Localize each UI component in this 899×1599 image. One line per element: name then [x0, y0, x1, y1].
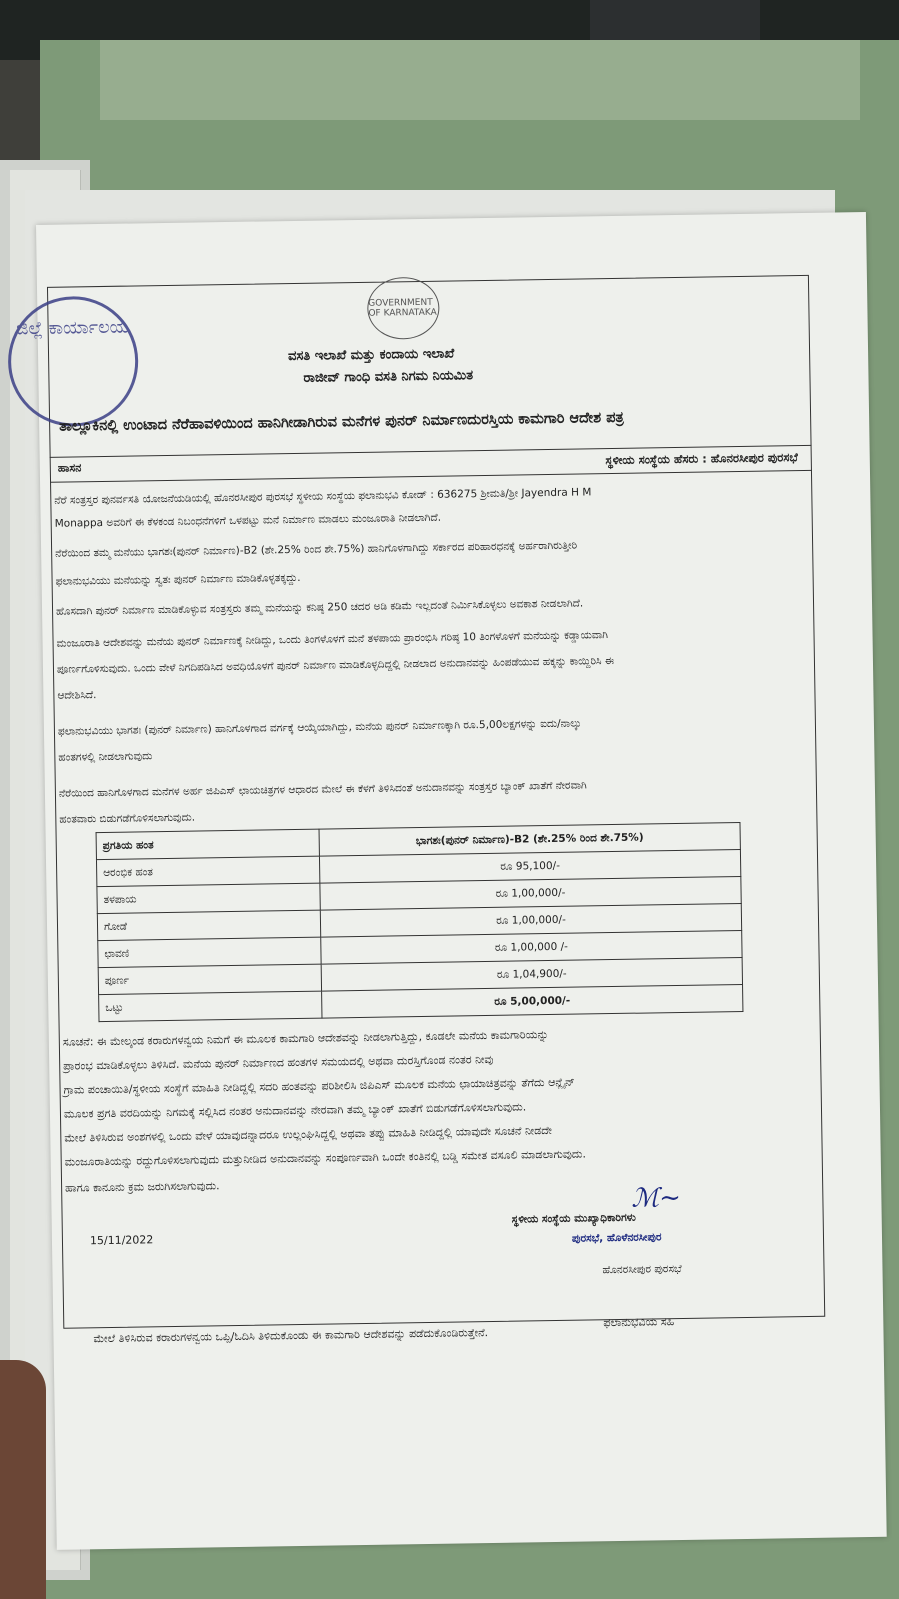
beneficiary-signature-label: ಫಲಾನುಭವಿಯ ಸಹಿ [603, 1315, 675, 1330]
handwritten-signature: ℳ~ [631, 1182, 682, 1214]
acknowledgement-text: ಮೇಲೆ ತಿಳಿಸಿರುವ ಕರಾರುಗಳನ್ವಯ ಒಪ್ಪಿ/ಓದಿಸಿ ತಿಳಿದುಕೊಂಡು ಈ ಕಾಮಗಾರಿ ಆದೇಶವನ್ನು ಪಡೆದುಕೊಂಡಿರುತ್ತೇನೆ. [93, 1326, 489, 1346]
paragraph-line: ಫಲಾನುಭವಿಯು ಭಾಗಶಃ (ಪುನರ್ ನಿರ್ಮಾಣ) ಹಾನಿಗೊಳಗಾದ ವರ್ಗಕ್ಕೆ ಆಯ್ಕೆಯಾಗಿದ್ದು, ಮನೆಯ ಪುನರ್ ನಿರ್ಮಾಣಕ್ಕಾಗಿ ರೂ.5,00ಲಕ್ಷಗಳನ್ನು ಐದು/ನಾಲ್ಕು [57, 717, 582, 738]
total-amount-cell: ರೂ 5,00,000/- [322, 984, 743, 1018]
note-line: ಪ್ರಾರಂಭ ಮಾಡಿಕೊಳ್ಳಲು ತಿಳಿಸಿದೆ. ಮನೆಯ ಪುನರ್ ನಿರ್ಮಾಣದ ಹಂತಗಳ ಸಮಯದಲ್ಲಿ ಅಥವಾ ದುರಸ್ತಿಗೊಂಡ ನಂತರ ನೀವು [63, 1052, 494, 1073]
district-name: ಹಾಸನ [57, 461, 82, 475]
table-header-cell: ಭಾಗಶಃ(ಪುನರ್ ನಿರ್ಮಾಣ)-B2 (ಶೇ.25% ರಿಂದ ಶೇ.75%) [319, 823, 740, 857]
stamp-text: ಜಿಲ್ಲೆ ಕಾರ್ಯಾಲಯ [16, 316, 130, 340]
order-date: 15/11/2022 [89, 1233, 154, 1248]
stage-cell: ತಳಪಾಯ [97, 883, 320, 913]
note-line: ಮೇಲೆ ತಿಳಿಸಿರುವ ಅಂಶಗಳಲ್ಲಿ ಒಂದು ವೇಳೆ ಯಾವುದನ್ನಾದರೂ ಉಲ್ಲಂಘಿಸಿದ್ದಲ್ಲಿ ಅಥವಾ ತಪ್ಪು ಮಾಹಿತಿ ನೀಡಿದ್ದಲ್ಲಿ ಯಾವುದೇ ಸೂಚನೆ ನೀಡದೇ [64, 1124, 552, 1145]
desk-board [100, 40, 860, 120]
stage-cell: ಆರಂಭಿಕ ಹಂತ [96, 856, 319, 886]
note-line: ಮಂಜೂರಾತಿಯನ್ನು ರದ್ದುಗೊಳಿಸಲಾಗುವುದು ಮತ್ತುನೀಡಿದ ಅನುದಾನವನ್ನು ಸಂಪೂರ್ಣವಾಗಿ ಒಂದೇ ಕಂತಿನಲ್ಲಿ ಬಡ್ಡಿ ಸಮೇತ ವಸೂಲಿ ಮಾಡಲಾಗುವುದು. [64, 1147, 587, 1169]
paragraph-line: Monappa ಅವರಿಗೆ ಈ ಕೆಳಕಂಡ ನಿಬಂಧನೆಗಳಿಗೆ ಒಳಪಟ್ಟು ಮನೆ ನಿರ್ಮಾಣ ಮಾಡಲು ಮಂಜೂರಾತಿ ನೀಡಲಾಗಿದೆ. [54, 511, 442, 530]
note-line: ಗ್ರಾಮ ಪಂಚಾಯಿತಿ/ಸ್ಥಳೀಯ ಸಂಸ್ಥೆಗೆ ಮಾಹಿತಿ ನೀಡಿದ್ದಲ್ಲಿ ಸದರಿ ಹಂತವನ್ನು ಪರಿಶೀಲಿಸಿ ಜಿಪಿಎಸ್ ಮೂಲಕ ಮನೆಯ ಛಾಯಾಚಿತ್ರವನ್ನು ತೆಗೆದು ಆನ್ಲೈನ್ [63, 1075, 575, 1097]
emblem-text: GOVERNMENT OF KARNATAKA [368, 297, 437, 319]
corporation-heading: ರಾಜೀವ್ ಗಾಂಧಿ ವಸತಿ ನಿಗಮ ನಿಯಮಿತ [303, 368, 474, 386]
stage-cell: ಒಟ್ಟು [99, 991, 322, 1021]
paragraph-line: ಹೊಸದಾಗಿ ಪುನರ್ ನಿರ್ಮಾಣ ಮಾಡಿಕೊಳ್ಳುವ ಸಂತ್ರಸ್ತರು ತಮ್ಮ ಮನೆಯನ್ನು ಕನಿಷ್ಠ 250 ಚದರ ಅಡಿ ಕಡಿಮೆ ಇಲ್ಲದಂತೆ ನಿರ್ಮಿಸಿಕೊಳ್ಳಲು ಅವಕಾಶ ನೀಡಲಾಗಿದೆ. [55, 597, 584, 618]
signatory-seal: ಪುರಸಭೆ, ಹೊಳೆನರಸೀಪುರ [571, 1231, 662, 1245]
amount-cell: ರೂ 1,04,900/- [321, 957, 742, 991]
paragraph-line: ಫಲಾನುಭವಿಯು ಮನೆಯನ್ನು ಸ್ವತಃ ಪುನರ್ ನಿರ್ಮಾಣ ಮಾಡಿಕೊಳ್ಳತಕ್ಕದ್ದು. [55, 571, 301, 588]
paragraph-line: ಮಂಜೂರಾತಿ ಆದೇಶವನ್ನು ಮನೆಯ ಪುನರ್ ನಿರ್ಮಾಣಕ್ಕೆ ನೀಡಿದ್ದು, ಒಂದು ತಿಂಗಳೊಳಗೆ ಮನೆ ತಳಪಾಯ ಪ್ರಾರಂಭಿಸಿ ಗರಿಷ್ಠ 10 ತಿಂಗಳೊಳಗೆ ಮನೆಯನ್ನು ಕಡ್ಡಾಯವಾಗಿ [56, 629, 609, 650]
signatory-title: ಸ್ಥಳೀಯ ಸಂಸ್ಥೆಯ ಮುಖ್ಯಾಧಿಕಾರಿಗಳು [511, 1211, 636, 1226]
document-title: ತಾಲ್ಲೂಕಿನಲ್ಲಿ ಉಂಟಾದ ನೆರೆಹಾವಳಿಯಿಂದ ಹಾನಿಗೀಡಾಗಿರುವ ಮನೆಗಳ ಪುನರ್ ನಿರ್ಮಾಣದುರಸ್ತಿಯ ಕಾಮಗಾರಿ ಆದೇಶ ಪತ್ರ [59, 409, 624, 435]
signatory-office: ಹೊನರಸೀಪುರ ಪುರಸಭೆ [602, 1262, 682, 1277]
amount-cell: ರೂ 1,00,000/- [320, 904, 741, 938]
amount-cell: ರೂ 95,100/- [319, 850, 740, 884]
amount-cell: ರೂ 1,00,000 /- [321, 931, 742, 965]
paragraph-line: ನೆರೆಯಿಂದ ತಮ್ಮ ಮನೆಯು ಭಾಗಶಃ(ಪುನರ್ ನಿರ್ಮಾಣ)-B2 (ಶೇ.25% ರಿಂದ ಶೇ.75%) ಹಾನಿಗೊಳಗಾಗಿದ್ದು ಸರ್ಕಾರದ ಪರಿಹಾರಧನಕ್ಕೆ ಅರ್ಹರಾಗಿರುತ್ತೀರಿ [55, 539, 578, 560]
thumb-holding-page [0, 1360, 46, 1599]
note-line: ಹಾಗೂ ಕಾನೂನು ಕ್ರಮ ಜರುಗಿಸಲಾಗುವುದು. [65, 1179, 220, 1195]
paragraph-line: ಪೂರ್ಣಗೊಳಿಸುವುದು. ಒಂದು ವೇಳೆ ನಿಗದಿಪಡಿಸಿದ ಅವಧಿಯೊಳಗೆ ಪುನರ್ ನಿರ್ಮಾಣ ಮಾಡಿಕೊಳ್ಳದಿದ್ದಲ್ಲಿ ನೀಡಲಾದ ಅನುದಾನವನ್ನು ಹಿಂಪಡೆಯುವ ಹಕ್ಕನ್ನು ಕಾಯ್ದಿರಿಸಿ ಈ [56, 654, 615, 676]
stage-cell: ಛಾವಣಿ [98, 937, 321, 967]
paragraph-line: ಹಂತಗಳಲ್ಲಿ ನೀಡಲಾಗುವುದು [58, 750, 153, 764]
paragraph-line: ಆದೇಶಿಸಿದೆ. [57, 689, 97, 702]
amount-cell: ರೂ 1,00,000/- [320, 877, 741, 911]
paragraph-line: ನೆರೆ ಸಂತ್ರಸ್ತರ ಪುನರ್ವಸತಿ ಯೋಜನೆಯಡಿಯಲ್ಲಿ ಹೊನರಸೀಪುರ ಪುರಸಭೆ ಸ್ಥಳೀಯ ಸಂಸ್ಥೆಯ ಫಲಾನುಭವಿ ಕೋಡ್ : 636275 ಶ್ರೀಮತಿ/ಶ್ರೀ Jayendra H M [54, 486, 592, 507]
department-heading: ವಸತಿ ಇಲಾಖೆ ಮತ್ತು ಕಂದಾಯ ಇಲಾಖೆ [287, 346, 455, 365]
table-header-cell: ಪ್ರಗತಿಯ ಹಂತ [96, 829, 319, 859]
stage-cell: ಗೋಡೆ [97, 910, 320, 940]
note-line: ಮೂಲಕ ಪ್ರಗತಿ ವರದಿಯನ್ನು ನಿಗಮಕ್ಕೆ ಸಲ್ಲಿಸಿದ ನಂತರ ಅನುದಾನವನ್ನು ನೇರವಾಗಿ ತಮ್ಮ ಬ್ಯಾಂಕ್ ಖಾತೆಗೆ ಬಿಡುಗಡೆಗೊಳಿಸಲಾಗುವುದು. [63, 1100, 527, 1121]
work-order-document [16, 212, 887, 1550]
installment-table [96, 822, 744, 1022]
note-line: ಸೂಚನೆ: ಈ ಮೇಲ್ಕಂಡ ಕರಾರುಗಳನ್ವಯ ನಿಮಗೆ ಈ ಮೂಲಕ ಕಾಮಗಾರಿ ಆದೇಶವನ್ನು ನೀಡಲಾಗುತ್ತಿದ್ದು, ಕೂಡಲೇ ಮನೆಯ ಕಾಮಗಾರಿಯನ್ನು [62, 1028, 549, 1049]
local-body-name: ಸ್ಥಳೀಯ ಸಂಸ್ಥೆಯ ಹೆಸರು : ಹೊನರಸೀಪುರ ಪುರಸಭೆ [605, 450, 798, 468]
stage-cell: ಪೂರ್ಣ [98, 964, 321, 994]
paragraph-line: ನೆರೆಯಿಂದ ಹಾನಿಗೊಳಗಾದ ಮನೆಗಳ ಅರ್ಹ ಜಿಪಿಎಸ್ ಛಾಯಚಿತ್ರಗಳ ಆಧಾರದ ಮೇಲೆ ಈ ಕೆಳಗೆ ತಿಳಿಸಿದಂತೆ ಅನುದಾನವನ್ನು ಸಂತ್ರಸ್ತರ ಬ್ಯಾಂಕ್ ಖಾತೆಗೆ ನೇರವಾಗಿ [58, 779, 587, 800]
paragraph-line: ಹಂತವಾರು ಬಿಡುಗಡೆಗೊಳಿಸಲಾಗುವುದು. [59, 811, 196, 826]
